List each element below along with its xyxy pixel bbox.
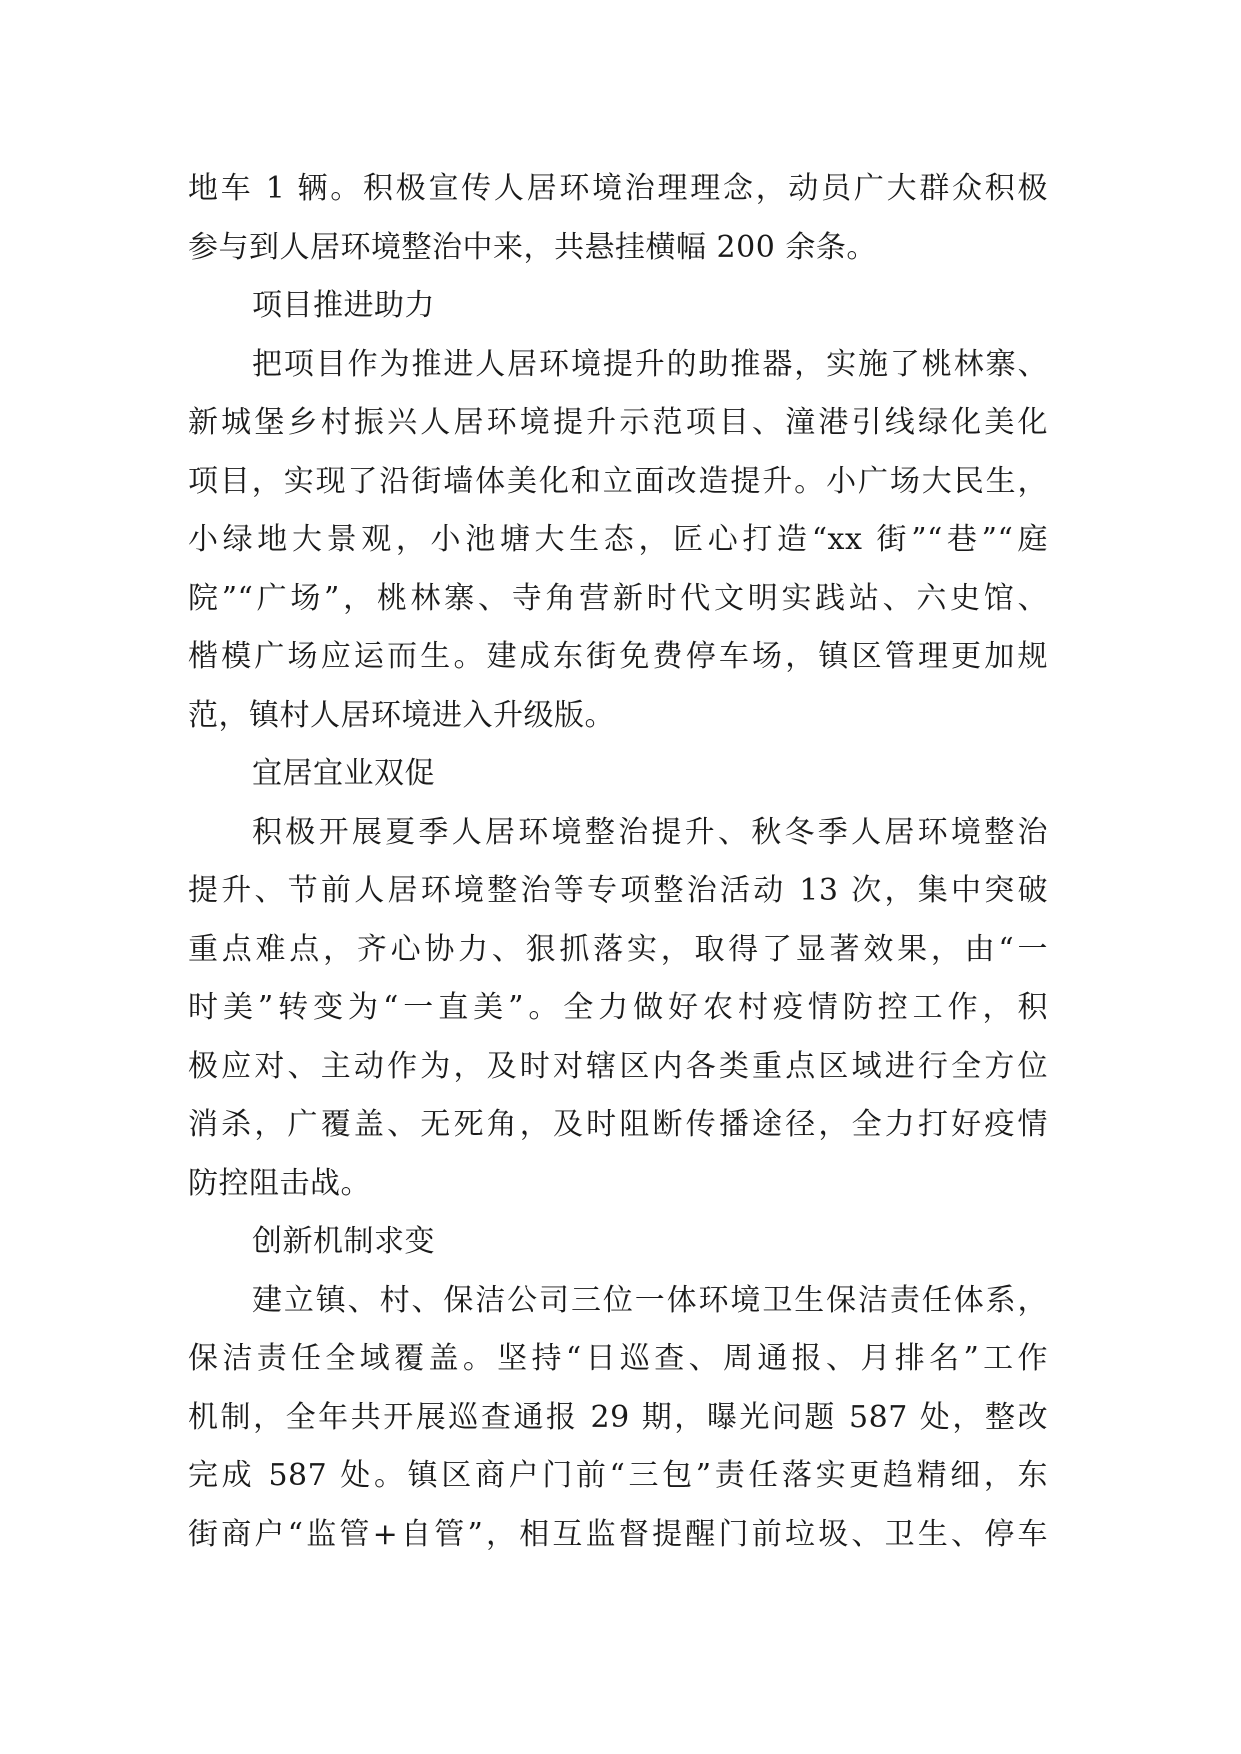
- text-line: 防控阻击战。: [188, 1165, 371, 1201]
- text-line: 消杀，广覆盖、无死角，及时阻断传播途径，全力打好疫情: [188, 1107, 1048, 1142]
- text-line: 范，镇村人居环境进入升级版。: [188, 697, 615, 733]
- document-body: [188, 160, 1048, 1564]
- text-line: 项目，实现了沿街墙体美化和立面改造提升。小广场大民生，: [188, 463, 1048, 499]
- text-line: 街商户“监管+自管”，相互监督提醒门前垃圾、卫生、停车: [188, 1516, 1048, 1552]
- text-line: 重点难点，齐心协力、狠抓落实，取得了显著效果，由“一: [188, 931, 1048, 967]
- text-line: 保洁责任全域覆盖。坚持“日巡查、周通报、月排名”工作: [188, 1341, 1048, 1376]
- text-line: 极应对、主动作为，及时对辖区内各类重点区域进行全方位: [188, 1048, 1048, 1084]
- section-heading: 项目推进助力: [252, 288, 435, 323]
- text-line: 建立镇、村、保洁公司三位一体环境卫生保洁责任体系，: [252, 1282, 1048, 1318]
- text-line: 把项目作为推进人居环境提升的助推器，实施了桃林寨、: [252, 346, 1048, 382]
- text-line: 小绿地大景观，小池塘大生态，匠心打造“xx 街”“巷”“庭: [188, 522, 1048, 557]
- text-line: 完成 587 处。镇区商户门前“三包”责任落实更趋精细，东: [188, 1458, 1048, 1493]
- text-line: 楷模广场应运而生。建成东街免费停车场，镇区管理更加规: [188, 639, 1048, 674]
- text-line: 提升、节前人居环境整治等专项整治活动 13 次，集中突破: [188, 873, 1048, 908]
- text-line: 地车 1 辆。积极宣传人居环境治理理念，动员广大群众积极: [188, 171, 1048, 206]
- section-heading: 创新机制求变: [252, 1224, 435, 1259]
- text-line: 院”“广场”，桃林寨、寺角营新时代文明实践站、六史馆、: [188, 580, 1048, 616]
- section-heading: 宜居宜业双促: [252, 756, 435, 791]
- text-line: 机制，全年共开展巡查通报 29 期，曝光问题 587 处，整改: [188, 1399, 1048, 1435]
- text-line: 参与到人居环境整治中来，共悬挂横幅 200 余条。: [188, 229, 877, 265]
- text-line: 新城堡乡村振兴人居环境提升示范项目、潼港引线绿化美化: [188, 405, 1048, 440]
- text-line: 积极开展夏季人居环境整治提升、秋冬季人居环境整治: [252, 814, 1048, 850]
- text-line: 时美”转变为“一直美”。全力做好农村疫情防控工作，积: [188, 990, 1048, 1025]
